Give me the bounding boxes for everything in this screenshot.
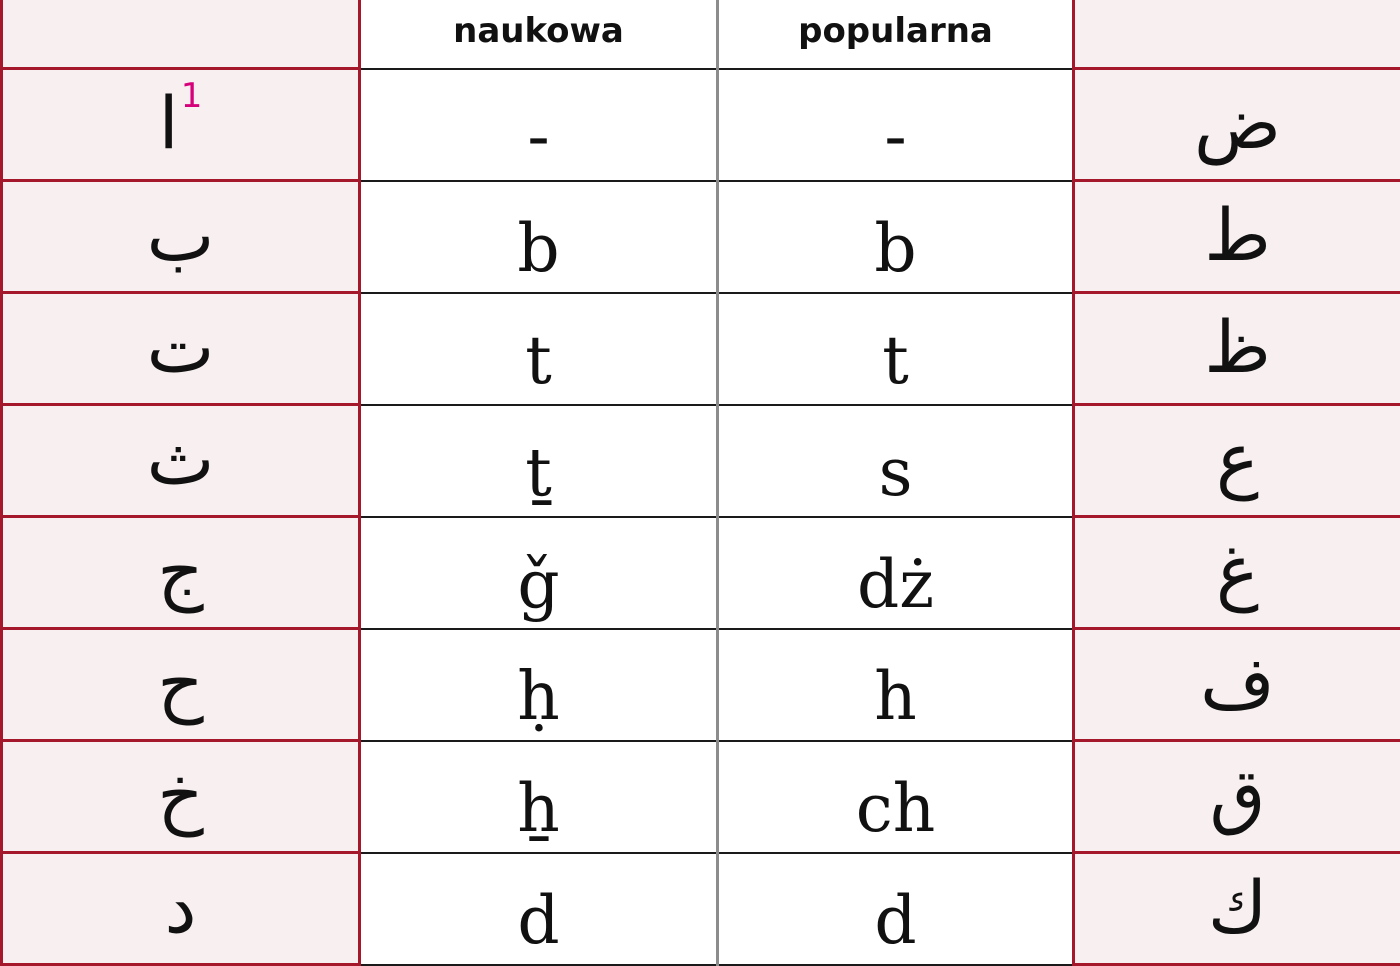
arabic-letter-right-cell (1074, 293, 1400, 405)
arabic-letter-right: ض (1194, 87, 1281, 159)
arabic-letter: ب (147, 199, 215, 271)
table-row (2, 517, 1400, 629)
popular-transliteration-cell (718, 629, 1074, 741)
popular-transliteration: ch (856, 776, 935, 842)
table-row (2, 629, 1400, 741)
arabic-letter: ا (159, 87, 179, 159)
header-popular: popularna (718, 0, 1074, 69)
popular-transliteration-cell (718, 293, 1074, 405)
arabic-letter-cell (2, 853, 360, 965)
scientific-transliteration-cell (360, 629, 718, 741)
arabic-letter-right-cell (1074, 181, 1400, 293)
scientific-transliteration-cell (360, 69, 718, 181)
arabic-letter: خ (157, 759, 203, 831)
popular-transliteration-cell (718, 405, 1074, 517)
arabic-letter-right-cell (1074, 517, 1400, 629)
popular-transliteration: - (884, 104, 906, 170)
popular-transliteration: t (882, 328, 909, 394)
arabic-letter-right: ع (1216, 423, 1259, 495)
popular-transliteration: b (874, 216, 916, 282)
arabic-letter-right: ط (1204, 199, 1271, 271)
arabic-letter-cell (2, 629, 360, 741)
scientific-transliteration-cell (360, 181, 718, 293)
arabic-letter-cell (2, 405, 360, 517)
popular-transliteration-cell (718, 853, 1074, 965)
popular-transliteration: dż (857, 552, 934, 618)
scientific-transliteration: t (525, 328, 552, 394)
footnote-marker[interactable]: 1 (181, 76, 203, 116)
scientific-transliteration-cell (360, 293, 718, 405)
arabic-letter: د (164, 871, 196, 943)
arabic-letter-cell (2, 69, 360, 181)
scientific-transliteration: ḥ (517, 664, 560, 730)
popular-transliteration-cell (718, 181, 1074, 293)
table-body (2, 0, 1400, 965)
scientific-transliteration-cell (360, 853, 718, 965)
arabic-letter-cell (2, 293, 360, 405)
table-row (2, 293, 1400, 405)
scientific-transliteration-cell (360, 405, 718, 517)
popular-transliteration: h (874, 664, 917, 730)
popular-transliteration: s (879, 440, 913, 506)
arabic-letter-right-cell (1074, 853, 1400, 965)
arabic-letter-cell (2, 181, 360, 293)
arabic-letter-right-cell (1074, 405, 1400, 517)
table-row (2, 741, 1400, 853)
table-row (2, 69, 1400, 181)
scientific-transliteration-cell (360, 741, 718, 853)
table-row (2, 405, 1400, 517)
arabic-letter-right-cell (1074, 629, 1400, 741)
scientific-transliteration: d (517, 888, 559, 954)
scientific-transliteration: b (517, 216, 559, 282)
arabic-letter-right-cell (1074, 69, 1400, 181)
table-header-row (2, 0, 1400, 69)
arabic-letter-right: ظ (1204, 311, 1271, 383)
arabic-letter-cell (2, 517, 360, 629)
arabic-letter-right: ق (1210, 759, 1266, 831)
arabic-letter-right: ك (1208, 871, 1267, 943)
arabic-letter: ت (147, 311, 215, 383)
arabic-letter-right-cell (1074, 741, 1400, 853)
arabic-letter: ج (157, 535, 203, 607)
table-row (2, 853, 1400, 965)
table-row (2, 181, 1400, 293)
header-arabic-cell (2, 0, 360, 69)
scientific-transliteration: ṯ (525, 440, 552, 506)
arabic-letter-right: غ (1216, 535, 1259, 607)
arabic-letter-right: ف (1200, 647, 1275, 719)
popular-transliteration: d (874, 888, 916, 954)
popular-transliteration-cell (718, 741, 1074, 853)
scientific-transliteration: ǧ (517, 552, 559, 618)
arabic-letter: ث (147, 423, 215, 495)
header-scientific: naukowa (360, 0, 718, 69)
scientific-transliteration-cell (360, 517, 718, 629)
header-arabic-right-cell (1074, 0, 1400, 69)
scientific-transliteration: ẖ (517, 776, 560, 842)
scientific-transliteration: - (527, 104, 549, 170)
popular-transliteration-cell (718, 517, 1074, 629)
popular-transliteration-cell (718, 69, 1074, 181)
arabic-letter: ح (157, 647, 203, 719)
arabic-letter-cell (2, 741, 360, 853)
